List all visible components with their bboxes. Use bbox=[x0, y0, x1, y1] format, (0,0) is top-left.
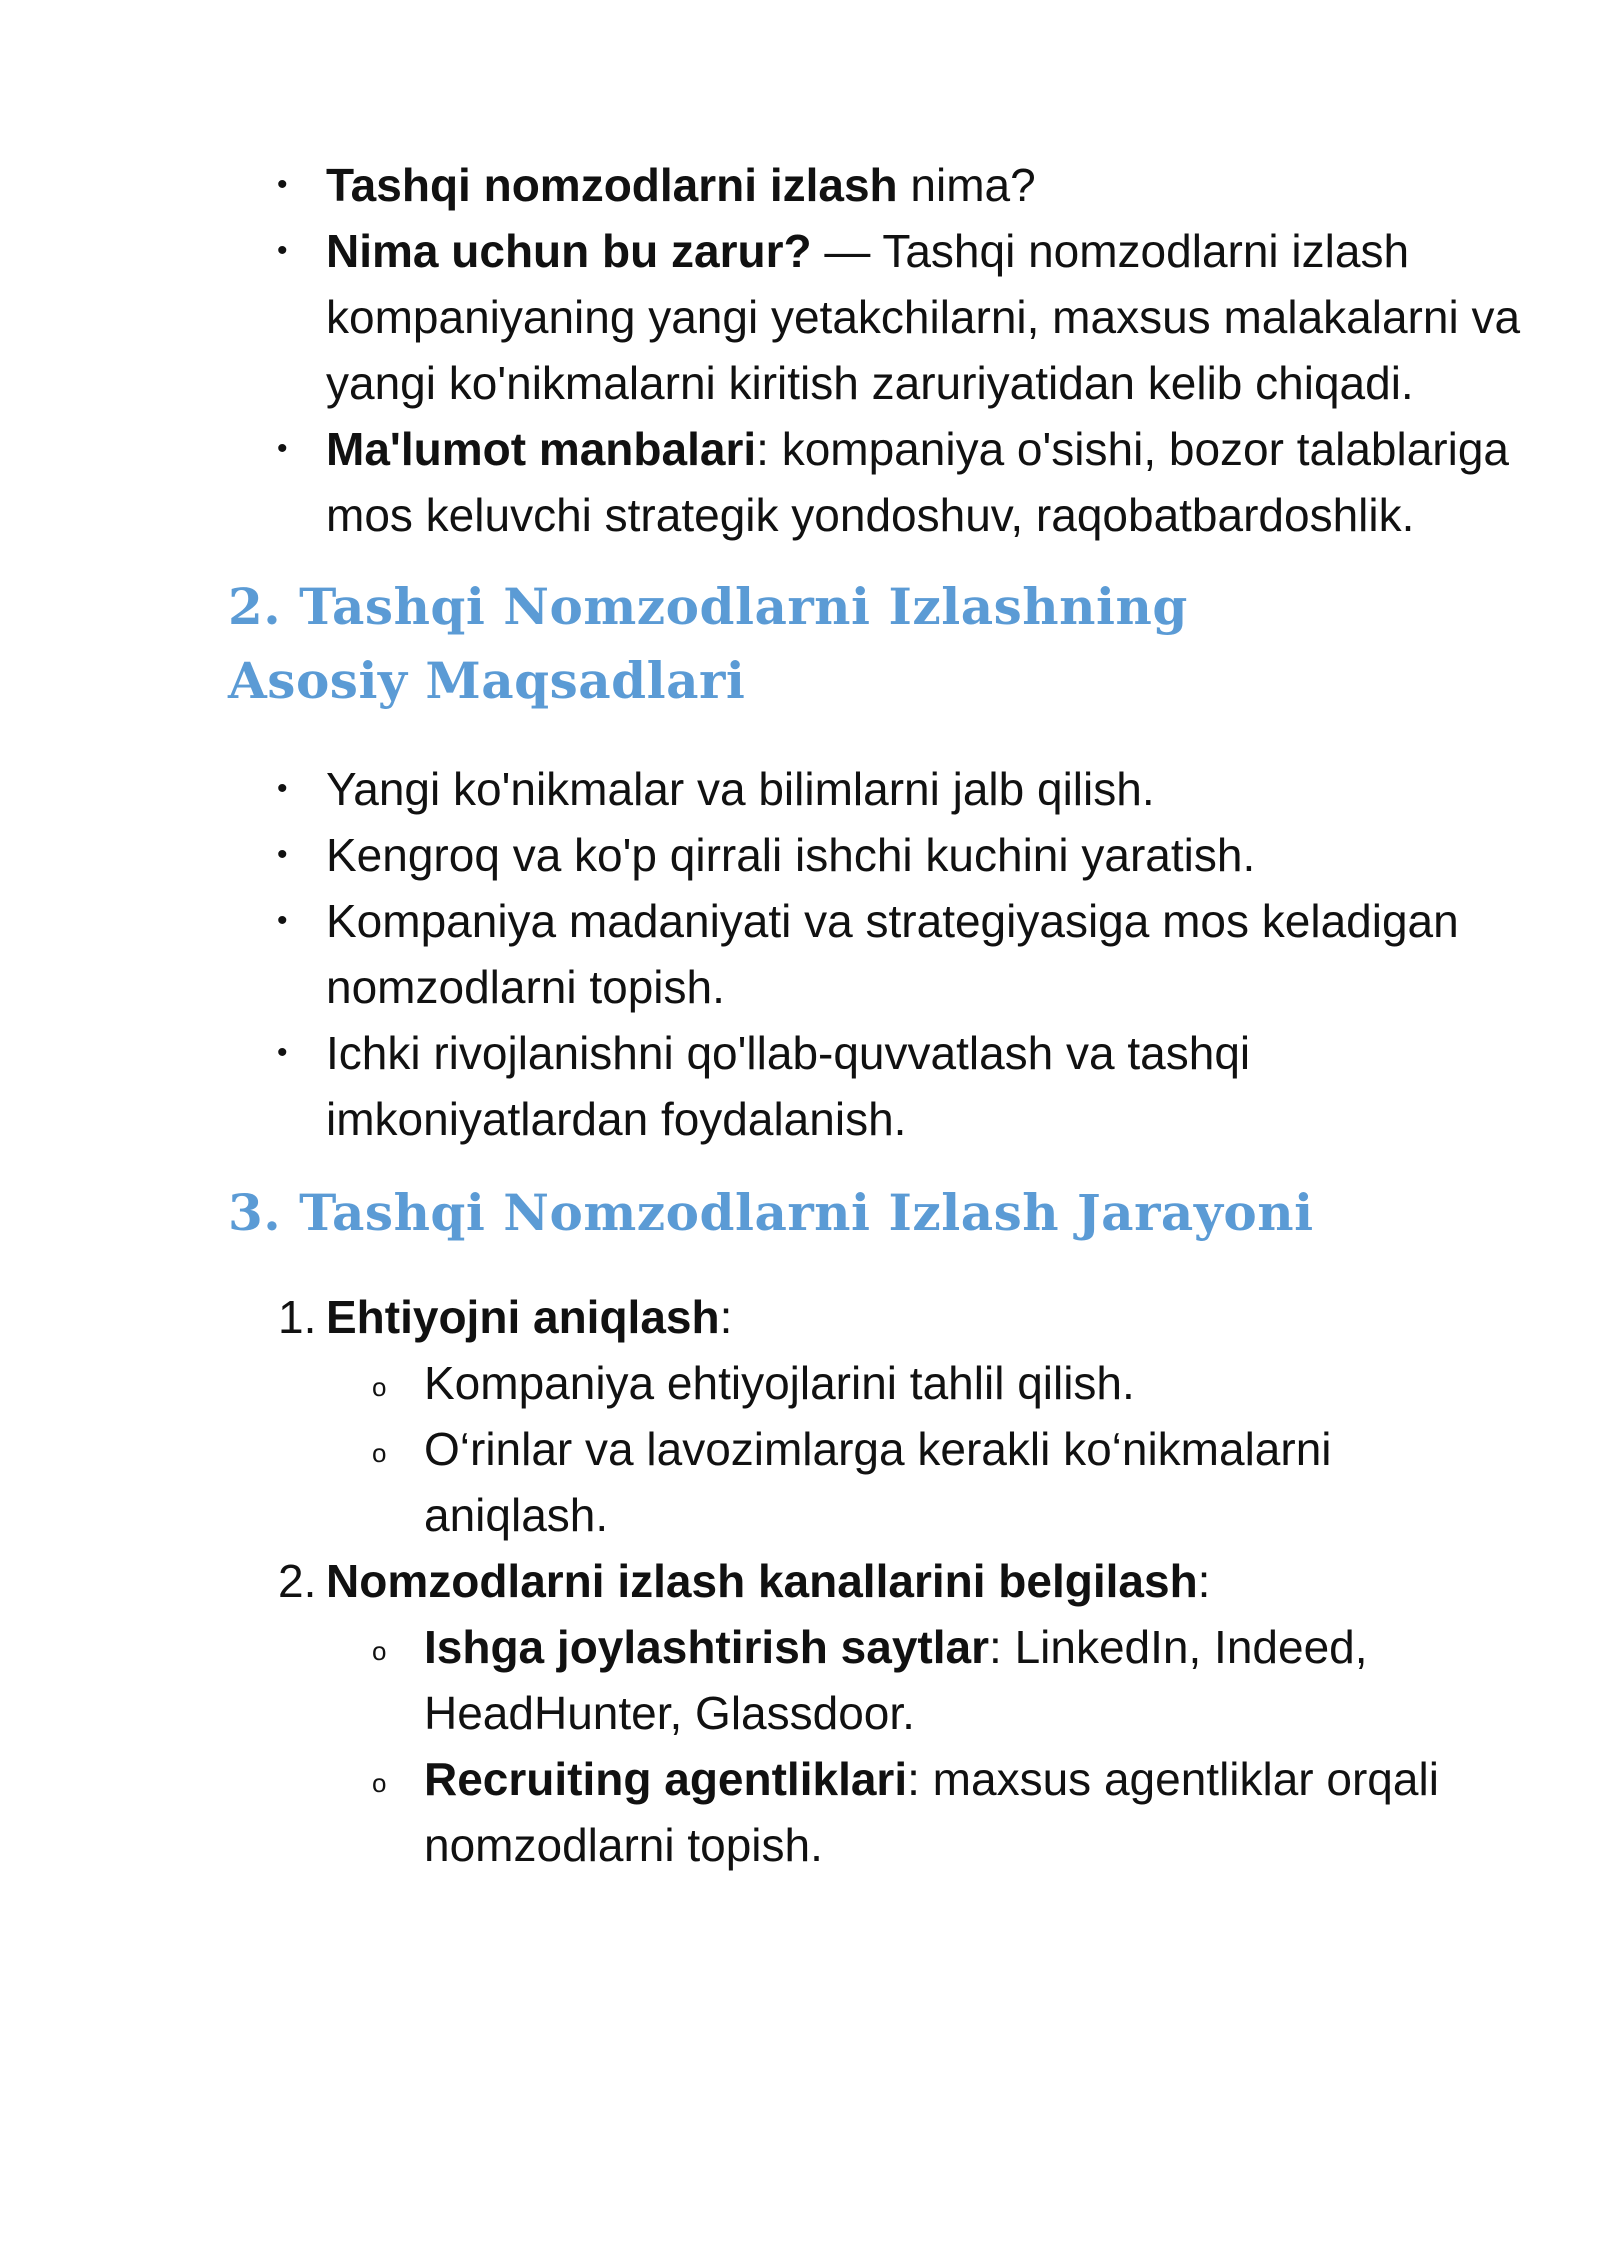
section-3-numbered-list bbox=[228, 1284, 1528, 1878]
list-item-bold: Tashqi nomzodlarni izlash bbox=[326, 159, 898, 211]
list-item: • Kompaniya madaniyati va strategiyasiga mos keladigan nomzodlarni topish. bbox=[228, 888, 1528, 1020]
item-suffix: : bbox=[1197, 1555, 1211, 1607]
numbered-item bbox=[228, 1284, 1528, 1548]
item-title: Nomzodlarni izlash kanallarini belgilash bbox=[326, 1555, 1198, 1607]
item-number: 1. bbox=[278, 1291, 317, 1343]
list-item-text: nima? bbox=[897, 159, 1036, 211]
section-2-bullet-list bbox=[228, 756, 1528, 1152]
list-item: • Kengroq va ko'p qirrali ishchi kuchini yaratish. bbox=[228, 822, 1528, 888]
list-item-bold: Nima uchun bu zarur? bbox=[326, 225, 812, 277]
numbered-item bbox=[228, 1548, 1528, 1878]
list-item: • Ichki rivojlanishni qo'llab-quvvatlash va tashqi imkoniyatlardan foydalanish. bbox=[228, 1020, 1528, 1152]
list-item: • Yangi ko'nikmalar va bilimlarni jalb qilish. bbox=[228, 756, 1528, 822]
sub-item-bold: Recruiting agentliklari bbox=[424, 1753, 908, 1805]
list-item-text: — Tashqi nomzodlarni izlash kompaniyaning yangi yetakchilarni, maxsus malakalarni va yangi ko'nikmalarni kiritish zaruriyatidan kelib chiqadi. bbox=[326, 225, 1521, 409]
section-2-heading: 2. Tashqi Nomzodlarni Izlashning Asosiy Maqsadlari bbox=[228, 577, 1188, 710]
sub-item-text: O‘rinlar va lavozimlarga kerakli ko‘nikmalarni aniqlash. bbox=[424, 1423, 1332, 1541]
item-title: Ehtiyojni aniqlash bbox=[326, 1291, 720, 1343]
sub-item-text: Kompaniya ehtiyojlarini tahlil qilish. bbox=[424, 1357, 1135, 1409]
section-3-heading: 3. Tashqi Nomzodlarni Izlash Jarayoni bbox=[228, 1183, 1314, 1242]
sub-list-item bbox=[326, 1746, 1528, 1878]
sub-list bbox=[326, 1350, 1528, 1548]
list-item bbox=[228, 416, 1528, 548]
sub-item-text: : LinkedIn, Indeed, HeadHunter, Glassdoor. bbox=[424, 1621, 1368, 1739]
sub-list-item bbox=[326, 1416, 1528, 1548]
document-content bbox=[228, 152, 1528, 1878]
list-item bbox=[228, 218, 1528, 416]
sub-item-bold: Ishga joylashtirish saytlar bbox=[424, 1621, 990, 1673]
item-suffix: : bbox=[719, 1291, 733, 1343]
sub-list-item bbox=[326, 1614, 1528, 1746]
sub-list bbox=[326, 1614, 1528, 1878]
list-item-bold: Ma'lumot manbalari bbox=[326, 423, 757, 475]
item-number: 2. bbox=[278, 1555, 317, 1607]
list-item-text: : kompaniya o'sishi, bozor talablariga mos keluvchi strategik yondoshuv, raqobatbardoshlik. bbox=[326, 423, 1509, 541]
sub-item-text: : maxsus agentliklar orqali nomzodlarni topish. bbox=[424, 1753, 1439, 1871]
intro-bullet-list bbox=[228, 152, 1528, 548]
list-item bbox=[228, 152, 1528, 218]
sub-list-item bbox=[326, 1350, 1528, 1416]
